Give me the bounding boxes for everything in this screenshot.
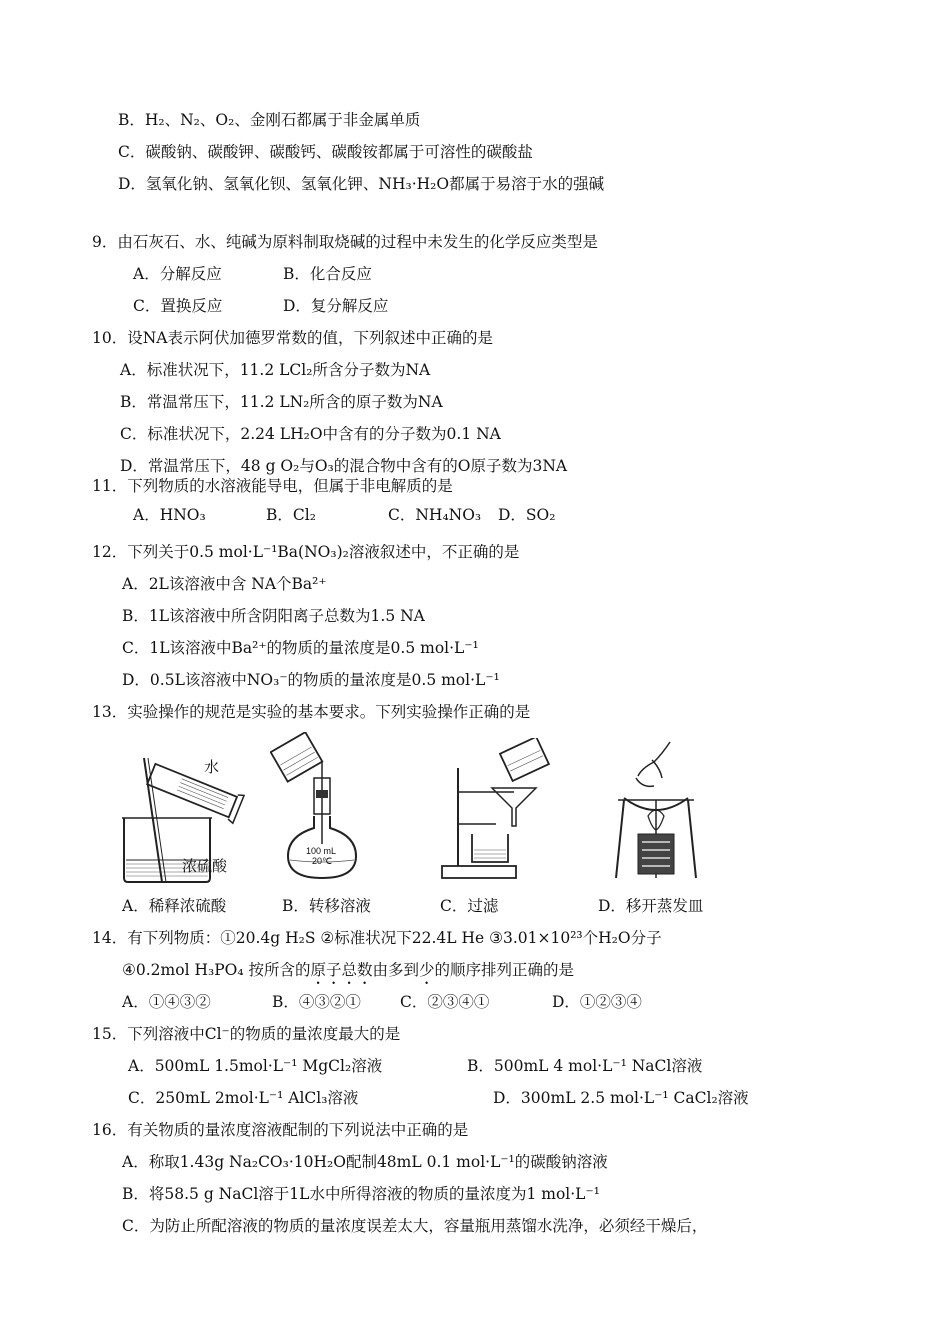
q13-option-c: C．过滤 bbox=[440, 897, 499, 915]
q11-option-b: B．Cl₂ bbox=[266, 506, 316, 524]
figure-label-water: 水 bbox=[204, 760, 220, 776]
q14-stem2-emphasis-few: 少 bbox=[419, 961, 435, 979]
q14-option-b: B．④③②① bbox=[272, 993, 361, 1011]
q16-stem: 16．有关物质的量浓度溶液配制的下列说法中正确的是 bbox=[92, 1121, 469, 1139]
q16-option-a: A．称取1.43g Na₂CO₃·10H₂O配制48mL 0.1 mol·L⁻¹的碳酸钠溶液 bbox=[122, 1153, 608, 1171]
q13-stem: 13．实验操作的规范是实验的基本要求。下列实验操作正确的是 bbox=[92, 703, 531, 721]
q9-option-d: D．复分解反应 bbox=[283, 297, 389, 315]
q16-option-c: C．为防止所配溶液的物质的量浓度误差太大，容量瓶用蒸馏水洗净，必须经干燥后， bbox=[122, 1217, 708, 1235]
q8-option-b: B．H₂、N₂、O₂、金刚石都属于非金属单质 bbox=[118, 111, 421, 129]
q11-option-c: C．NH₄NO₃ bbox=[388, 506, 482, 524]
q15-stem: 15．下列溶液中Cl⁻的物质的量浓度最大的是 bbox=[92, 1025, 401, 1043]
q14-option-a: A．①④③② bbox=[122, 993, 211, 1011]
q12-option-c: C．1L该溶液中Ba²⁺的物质的量浓度是0.5 mol·L⁻¹ bbox=[122, 639, 479, 657]
q10-stem: 10．设NA表示阿伏加德罗常数的值，下列叙述中正确的是 bbox=[92, 329, 493, 347]
q14-stem2-mid: 由多到 bbox=[372, 961, 419, 979]
q13-option-b: B．转移溶液 bbox=[282, 897, 371, 915]
q10-option-c: C．标准状况下，2.24 LH₂O中含有的分子数为0.1 NA bbox=[120, 425, 501, 443]
figure-dilute-acid bbox=[118, 740, 258, 885]
q12-option-d: D．0.5L该溶液中NO₃⁻的物质的量浓度是0.5 mol·L⁻¹ bbox=[122, 671, 500, 689]
q10-option-a: A．标准状况下，11.2 LCl₂所含分子数为NA bbox=[120, 361, 431, 379]
q9-stem: 9．由石灰石、水、纯碱为原料制取烧碱的过程中未发生的化学反应类型是 bbox=[92, 233, 598, 251]
q8-option-d: D．氢氧化钠、氢氧化钡、氢氧化钾、NH₃·H₂O都属于易溶于水的强碱 bbox=[118, 175, 605, 193]
q14-stem: 14．有下列物质：①20.4g H₂S ②标准状况下22.4L He ③3.01×10²³个H₂O分子 bbox=[92, 929, 662, 947]
q11-option-d: D．SO₂ bbox=[498, 506, 556, 524]
q10-option-b: B．常温常压下，11.2 LN₂所含的原子数为NA bbox=[120, 393, 443, 411]
q11-option-a: A．HNO₃ bbox=[133, 506, 206, 524]
q16-option-b: B．将58.5 g NaCl溶于1L水中所得溶液的物质的量浓度为1 mol·L⁻¹ bbox=[122, 1185, 600, 1203]
q15-option-d: D．300mL 2.5 mol·L⁻¹ CaCl₂溶液 bbox=[493, 1089, 749, 1107]
q9-option-a: A．分解反应 bbox=[133, 265, 222, 283]
flask-label-volume: 100 mL bbox=[306, 846, 337, 856]
figure-evaporating-dish bbox=[608, 738, 708, 888]
q15-option-a: A．500mL 1.5mol·L⁻¹ MgCl₂溶液 bbox=[128, 1057, 383, 1075]
q14-stem2-emphasis-atoms: 原子总数 bbox=[310, 961, 373, 979]
q10-option-d: D．常温常压下，48 g O₂与O₃的混合物中含有的O原子数为3NA bbox=[120, 457, 568, 475]
q13-option-d: D．移开蒸发皿 bbox=[598, 897, 704, 915]
q12-option-a: A．2L该溶液中含 NA个Ba²⁺ bbox=[122, 575, 327, 593]
figure-transfer-solution bbox=[270, 732, 370, 882]
q15-option-c: C．250mL 2mol·L⁻¹ AlCl₃溶液 bbox=[128, 1089, 359, 1107]
flask-label-temperature: 20℃ bbox=[312, 856, 333, 866]
figure-filtration bbox=[436, 738, 566, 884]
q14-option-d: D．①②③④ bbox=[552, 993, 642, 1011]
q9-option-c: C．置换反应 bbox=[133, 297, 223, 315]
q15-option-b: B．500mL 4 mol·L⁻¹ NaCl溶液 bbox=[467, 1057, 703, 1075]
q12-stem: 12．下列关于0.5 mol·L⁻¹Ba(NO₃)₂溶液叙述中，不正确的是 bbox=[92, 543, 520, 561]
q11-stem: 11．下列物质的水溶液能导电，但属于非电解质的是 bbox=[92, 477, 453, 495]
q14-stem2-post: 的顺序排列正确的是 bbox=[434, 961, 575, 979]
q14-stem2-pre: ④0.2mol H₃PO₄ 按所含的 bbox=[122, 961, 311, 979]
q13-option-a: A．稀释浓硫酸 bbox=[122, 897, 227, 915]
q12-option-b: B．1L该溶液中所含阴阳离子总数为1.5 NA bbox=[122, 607, 425, 625]
q14-stem-line2 bbox=[122, 960, 574, 988]
q14-option-c: C．②③④① bbox=[400, 993, 490, 1011]
q8-option-c: C．碳酸钠、碳酸钾、碳酸钙、碳酸铵都属于可溶性的碳酸盐 bbox=[118, 143, 533, 161]
q9-option-b: B．化合反应 bbox=[283, 265, 372, 283]
figure-label-acid: 浓硫酸 bbox=[182, 859, 228, 875]
